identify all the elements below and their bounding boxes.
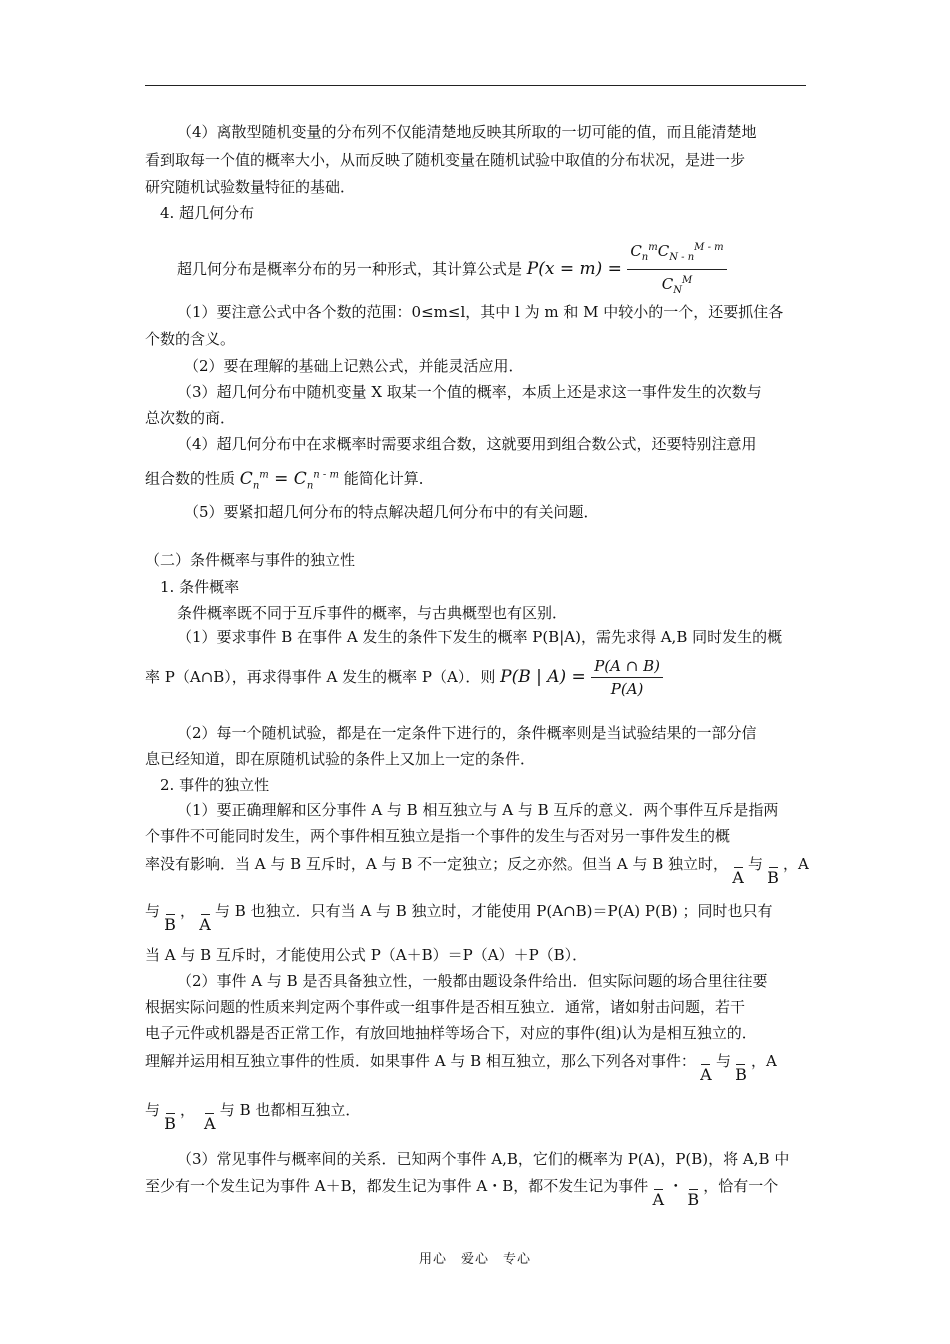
paragraph-line: （4）超几何分布中在求概率时需要求组合数，这就要用到组合数公式，还要特别注意用: [177, 435, 757, 453]
paragraph-line: 息已经知道，即在原随机试验的条件上又加上一定的条件．: [145, 750, 536, 768]
paragraph-line: （4）离散型随机变量的分布列不仅能清楚地反映其所取的一切可能的值，而且能清楚地: [177, 123, 757, 141]
paragraph-line: （3）超几何分布中随机变量 X 取某一个值的概率，本质上还是求这一事件发生的次数与: [177, 383, 762, 401]
conditional-probability-line: [145, 655, 663, 699]
paragraph-line: （3）常见事件与概率间的关系．已知两个事件 A,B，它们的概率为 P(A)，P(B)，将 A,B 中: [177, 1150, 790, 1168]
paragraph-line: 总次数的商．: [145, 409, 236, 427]
paragraph-line: 研究随机试验数量特征的基础．: [145, 178, 356, 196]
paragraph-line: （2）事件 A 与 B 是否具备独立性，一般都由题设条件给出．但实际问题的场合里往往要: [177, 972, 768, 990]
paragraph-line: 个数的含义。: [145, 330, 236, 348]
text-fragment: 率没有影响．当 A 与 B 互斥时，A 与 B 不一定独立；反之亦然。但当 A 与 B 独立时，: [145, 855, 729, 873]
text-fragment: 理解并运用相互独立事件的性质．如果事件 A 与 B 相互独立，那么下列各对事件：: [145, 1052, 696, 1070]
paragraph-line: 个事件不可能同时发生，两个事件相互独立是指一个事件的发生与否对另一事件发生的概: [145, 827, 731, 845]
section-heading: （二）条件概率与事件的独立性: [145, 551, 356, 569]
paragraph-line: 当 A 与 B 互斥时，才能使用公式 P（A＋B）＝P（A）＋P（B）．: [145, 946, 588, 964]
complement-a: A: [195, 914, 215, 931]
text-fragment: 至少有一个发生记为事件 A＋B，都发生记为事件 A・B，都不发生记为事件: [145, 1177, 649, 1195]
combination-property-formula: $C_n^m = C_n^{n - m}$: [239, 468, 339, 492]
complement-b: B: [160, 1113, 180, 1130]
complement-a: A: [728, 867, 748, 884]
paragraph-line: （5）要紧扣超几何分布的特点解决超几何分布中的有关问题．: [184, 503, 599, 521]
paragraph-line: （1）要注意公式中各个数的范围：0≤m≤l，其中 l 为 m 和 M 中较小的一个，还要抓住各: [177, 303, 784, 321]
text-fragment: 能简化计算．: [343, 469, 434, 488]
independence-line: 与B，A与 B 也独立．只有当 A 与 B 独立时，才能使用 P(A∩B)＝P(A) P(B) ；同时也只有: [145, 902, 773, 934]
events-line: 至少有一个发生记为事件 A＋B，都发生记为事件 A・B，都不发生记为事件A・B，恰有一个: [145, 1177, 779, 1209]
subsection-heading: 2. 事件的独立性: [160, 776, 270, 794]
paragraph-line: 看到取每一个值的概率大小，从而反映了随机变量在随机试验中取值的分布状况，是进一步: [145, 151, 746, 169]
combination-property-line: [145, 458, 434, 503]
complement-b: B: [763, 867, 783, 884]
paragraph-line: （1）要求事件 B 在事件 A 发生的条件下发生的概率 P(B|A)，需先求得 A,B 同时发生的概: [177, 628, 783, 646]
complement-b: B: [160, 914, 180, 931]
header-rule: [145, 85, 806, 86]
text-fragment: 率 P（A∩B），再求得事件 A 发生的概率 P（A）．则: [145, 668, 496, 686]
section-heading: 4. 超几何分布: [160, 204, 255, 222]
paragraph-line: （2）每一个随机试验，都是在一定条件下进行的，条件概率则是当试验结果的一部分信: [177, 724, 757, 742]
complement-b: B: [683, 1189, 703, 1206]
hypergeometric-formula-line: [177, 238, 727, 301]
paragraph-line: 根据实际问题的性质来判定两个事件或一组事件是否相互独立．通常，诸如射击问题，若干: [145, 998, 746, 1016]
independence-line: 与B， A与 B 也都相互独立．: [145, 1101, 361, 1133]
text-fragment: 与 B 也都相互独立．: [219, 1101, 361, 1119]
formula-intro: 超几何分布是概率分布的另一种形式，其计算公式是: [177, 260, 523, 278]
subsection-heading: 1. 条件概率: [160, 578, 240, 596]
independence-line: 率没有影响．当 A 与 B 互斥时，A 与 B 不一定独立；反之亦然。但当 A 与 B 独立时，A与B，A: [145, 855, 809, 887]
text-fragment: 组合数的性质: [145, 469, 236, 488]
complement-b: B: [731, 1064, 751, 1081]
hypergeometric-formula: P(x = m) = $\frac{C_n^mC_{N - n}^{M - m}}{C_N^M}$: [527, 259, 727, 279]
paragraph-line: 电子元件或机器是否正常工作，有放回地抽样等场合下，对应的事件(组)认为是相互独立的．: [145, 1024, 757, 1042]
complement-a: A: [200, 1113, 220, 1130]
independence-line: 理解并运用相互独立事件的性质．如果事件 A 与 B 相互独立，那么下列各对事件：A与B，A: [145, 1052, 777, 1084]
text-fragment: 与 B 也独立．只有当 A 与 B 独立时，才能使用 P(A∩B)＝P(A) P(B) ；同时也只有: [215, 902, 773, 920]
complement-a: A: [648, 1189, 668, 1206]
paragraph-line: （1）要正确理解和区分事件 A 与 B 相互独立与 A 与 B 互斥的意义．两个事件互斥是指两: [177, 801, 779, 819]
page-footer: 用心 爱心 专心: [418, 1252, 531, 1267]
paragraph-line: 条件概率既不同于互斥事件的概率，与古典概型也有区别．: [177, 604, 568, 622]
text-fragment: ，恰有一个: [703, 1177, 779, 1195]
conditional-probability-formula: P(B | A) = $\frac{P(A \cap B)}{P(A)}$: [500, 667, 663, 687]
paragraph-line: （2）要在理解的基础上记熟公式，并能灵活应用．: [184, 357, 524, 375]
complement-a: A: [696, 1064, 716, 1081]
